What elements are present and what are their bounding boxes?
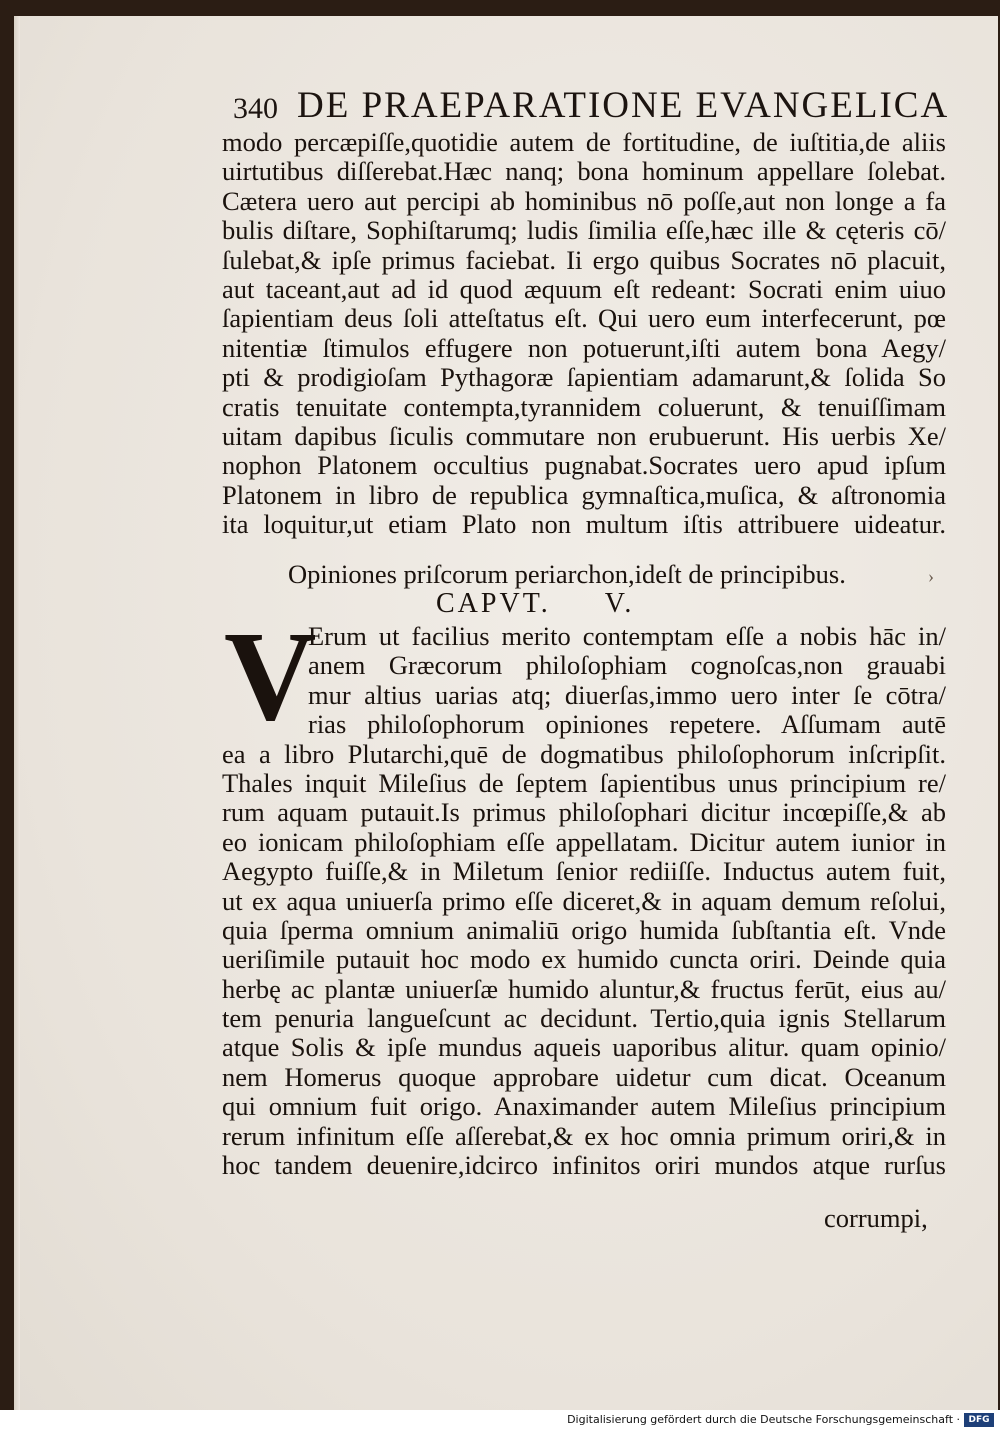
- text-line: rerum infinitum eſſe aſſerebat,& ex hoc omnia primum oriri,& in: [222, 1120, 946, 1151]
- catchword: corrumpi,: [824, 1203, 928, 1233]
- section-subheading: Opiniones priſcorum periarchon,ideſt de principibus.: [288, 559, 846, 589]
- text-line: ea a libro Plutarchi,quē de dogmatibus philoſophorum inſcripſit.: [222, 738, 946, 769]
- dropcap-letter: V: [224, 605, 317, 747]
- funding-credit: Digitalisierung gefördert durch die Deutsche Forschungsgemeinschaft ·: [567, 1413, 960, 1426]
- text-line: nitentiæ ſtimulos effugere non potuerunt,iſti autem bona Aegy/: [222, 332, 946, 363]
- text-line: Cætera uero aut percipi ab hominibus nō poſſe,aut non longe a fa: [222, 185, 946, 216]
- text-line: Platonem in libro de republica gymnaſtica,muſica, & aſtronomia: [222, 479, 946, 510]
- text-line: ueriſimile putauit hoc modo ex humido cuncta oriri. Deinde quia: [222, 944, 946, 975]
- text-line: herbę ac plantæ uniuerſæ humido aluntur,& fructus ferūt, eius au/: [222, 973, 946, 1004]
- text-line: mur altius uarias atq; diuerſas,immo uero inter ſe cōtra/: [308, 679, 946, 710]
- text-line: Thales inquit Mileſius de ſeptem ſapientibus unus principium re/: [222, 767, 946, 798]
- text-line: aut taceant,aut ad id quod æquum eſt redeant: Socrati enim uiuo: [222, 273, 946, 304]
- page-number: 340: [233, 92, 278, 125]
- text-line: cratis tenuitate contempta,tyrannidem coluerunt, & tenuiſſimam: [222, 391, 946, 422]
- text-line: quia ſperma omnium animaliū origo humida ſubſtantia eſt. Vnde: [222, 914, 946, 945]
- digitization-footer: [0, 1410, 1000, 1430]
- running-title: DE PRAEPARATIONE EVANGELICA: [297, 85, 950, 126]
- text-line: anem Græcorum philoſophiam cognoſcas,non grauabi: [308, 650, 946, 681]
- text-line: uitam dapibus ſiculis commutare non erubuerunt. His uerbis Xe/: [222, 420, 946, 451]
- text-line: ſapientiam deus ſoli atteſtatus eſt. Qui uero eum interfecerunt, pœ: [222, 303, 946, 334]
- margin-mark: ›: [928, 566, 934, 586]
- chapter-body: [222, 622, 946, 1180]
- text-line: uirtutibus diſſerebat.Hæc nanq; bona hominum appellare ſolebat.: [222, 156, 946, 187]
- text-line: eo ionicam philoſophiam eſſe appellatam. Dicitur autem iunior in: [222, 826, 946, 857]
- text-line: Erum ut facilius merito contemptam eſſe a nobis hāc in/: [308, 621, 946, 651]
- text-line: nem Homerus quoque approbare uidetur cum dicat. Oceanum: [222, 1061, 946, 1092]
- text-line: ut ex aqua uniuerſa primo eſſe diceret,& in aquam demum reſolui,: [222, 885, 946, 916]
- text-line: bulis diſtare, Sophiſtarumq; ludis ſimilia eſſe,hæc ille & cęteris cō/: [222, 215, 946, 246]
- text-line: pti & prodigioſam Pythagoræ ſapientiam adamarunt,& ſolida So: [222, 362, 946, 393]
- text-line: ita loquitur,ut etiam Plato non multum iſtis attribuere uideatur.: [222, 509, 946, 540]
- top-paragraph: [222, 128, 946, 539]
- text-line: atque Solis & ipſe mundus aqueis uaporibus alitur. quam opinio/: [222, 1032, 946, 1063]
- text-line: qui omnium fuit origo. Anaximander autem Mileſius principium: [222, 1091, 946, 1122]
- dfg-logo-icon: DFG: [964, 1413, 994, 1427]
- text-line: rum aquam putauit.Is primus philoſophari dicitur incœpiſſe,& ab: [222, 797, 946, 828]
- text-line: nophon Platonem occultius pugnabat.Socrates uero apud ipſum: [222, 450, 946, 481]
- text-line: hoc tandem deuenire,idcirco infinitos oriri mundos atque rurſus: [222, 1150, 946, 1181]
- chapter-number: V.: [604, 588, 635, 619]
- text-line: tem penuria langueſcunt ac decidunt. Tertio,quia ignis Stellarum: [222, 1003, 946, 1034]
- text-line: modo percæpiſſe,quotidie autem de fortitudine, de iuſtitia,de aliis: [222, 127, 946, 157]
- page-edge-shadow: [14, 16, 20, 1410]
- text-line: rias philoſophorum opiniones repetere. Aſſumam autē: [308, 709, 946, 740]
- text-line: ſulebat,& ipſe primus faciebat. Ii ergo quibus Socrates nō placuit,: [222, 244, 946, 275]
- chapter-label: CAPVT.: [436, 588, 551, 619]
- text-line: Aegypto fuiſſe,& in Miletum ſenior rediiſſe. Inductus autem fuit,: [222, 856, 946, 887]
- chapter-heading: [436, 588, 634, 620]
